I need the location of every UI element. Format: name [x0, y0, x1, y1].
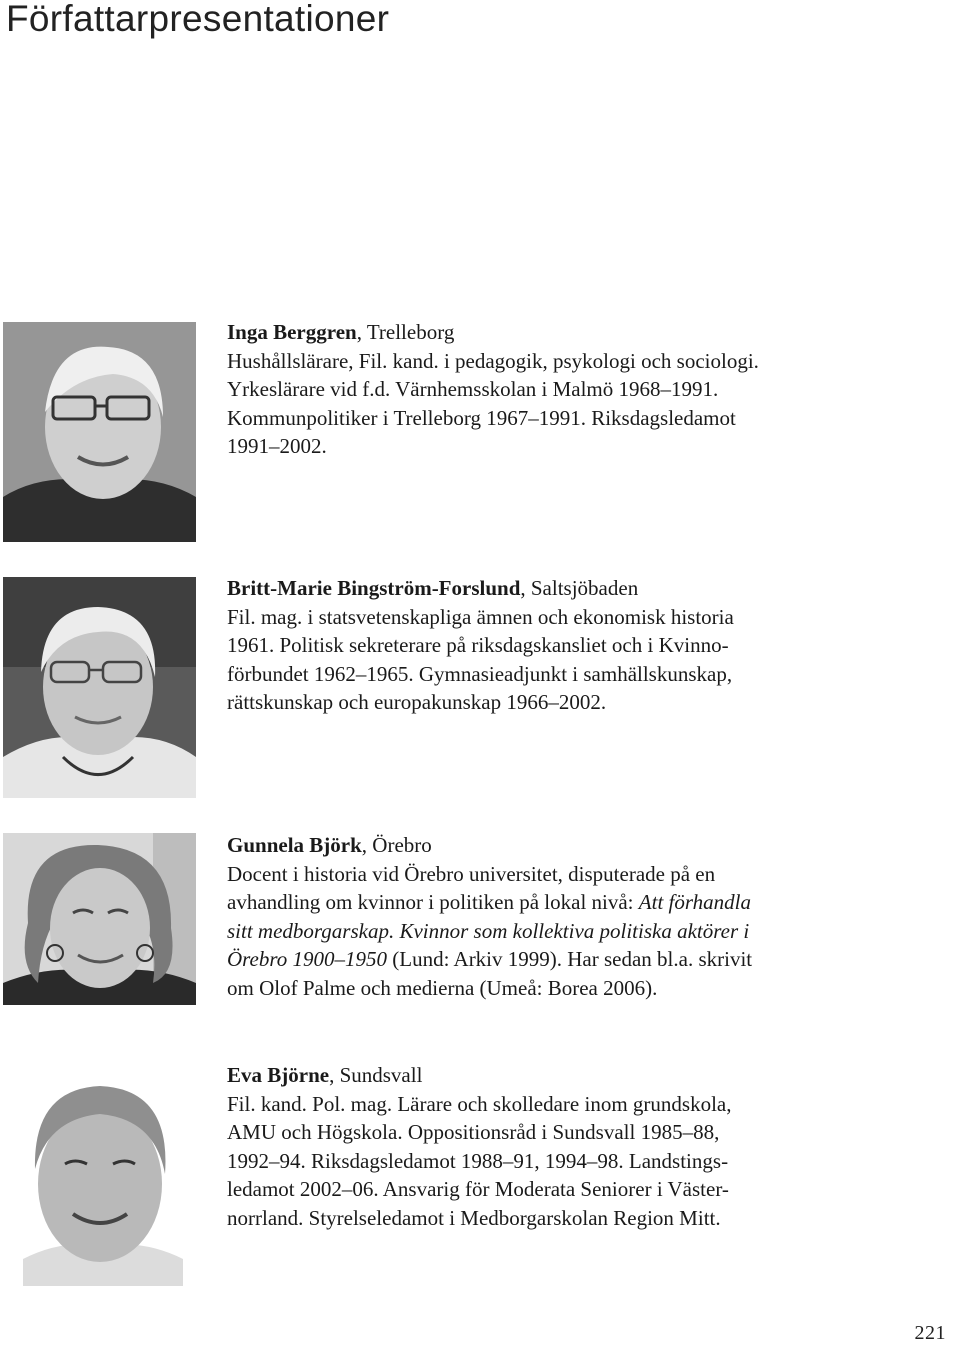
page-title: Författarpresentationer	[6, 0, 390, 39]
author-location: , Saltsjöbaden	[520, 576, 639, 600]
bio-line: 1961. Politisk sekreterare på riksdagskansliet och i Kvinno-	[227, 633, 729, 658]
author-bio	[227, 1061, 947, 1233]
bio-line: ledamot 2002–06. Ansvarig för Moderata Seniorer i Väster-	[227, 1177, 729, 1202]
bio-line: Fil. mag. i statsvetenskapliga ämnen och ekonomisk historia	[227, 604, 734, 629]
bio-line: Yrkeslärare vid f.d. Värnhemsskolan i Malmö 1968–1991.	[227, 377, 719, 402]
bio-line: Hushållslärare, Fil. kand. i pedagogik, psykologi och sociologi.	[227, 348, 759, 373]
author-heading	[227, 1061, 947, 1090]
bio-line	[227, 888, 947, 917]
author-bio	[227, 318, 947, 461]
bio-line: förbundet 1962–1965. Gymnasieadjunkt i samhällskunskap,	[227, 661, 733, 686]
bio-line: norrland. Styrelseledamot i Medborgarskolan Region Mitt.	[227, 1205, 721, 1230]
bio-text: avhandling om kvinnor i politiken på lokal nivå:	[227, 890, 639, 915]
author-heading	[227, 831, 947, 860]
author-location: , Sundsvall	[329, 1063, 423, 1087]
author-name: Eva Björne	[227, 1063, 330, 1087]
bio-line: 1991–2002.	[227, 434, 327, 459]
author-bio	[227, 831, 947, 1003]
portrait-photo-eva-bjorne	[3, 1064, 196, 1286]
book-title: sitt medborgarskap. Kvinnor som kollektiva politiska aktörer i	[227, 918, 750, 943]
portrait-photo-inga-berggren	[3, 322, 196, 542]
author-location: , Trelleborg	[356, 320, 455, 344]
author-bio	[227, 574, 947, 717]
bio-line: Docent i historia vid Örebro universitet, disputerade på en	[227, 861, 716, 886]
bio-line: Fil. kand. Pol. mag. Lärare och skolledare inom grundskola,	[227, 1091, 732, 1116]
page-number: 221	[914, 1322, 946, 1344]
author-location: , Örebro	[361, 833, 432, 857]
bio-line: om Olof Palme och medierna (Umeå: Borea 2006).	[227, 975, 658, 1000]
author-name: Gunnela Björk	[227, 833, 362, 857]
author-name: Britt-Marie Bingström-Forslund	[227, 576, 521, 600]
author-heading	[227, 574, 947, 603]
book-title: Örebro 1900–1950	[227, 947, 388, 972]
bio-line: Kommunpolitiker i Trelleborg 1967–1991. Riksdagsledamot	[227, 405, 736, 430]
bio-line: rättskunskap och europakunskap 1966–2002.	[227, 690, 607, 715]
bio-text: (Lund: Arkiv 1999). Har sedan bl.a. skrivit	[387, 947, 753, 972]
author-name: Inga Berggren	[227, 320, 357, 344]
bio-line	[227, 945, 947, 974]
portrait-photo-britt-marie-bingstrom-forslund	[3, 577, 196, 798]
bio-line: AMU och Högskola. Oppositionsråd i Sundsvall 1985–88,	[227, 1120, 720, 1145]
author-heading	[227, 318, 947, 347]
book-title: Att förhandla	[638, 890, 751, 915]
bio-line: 1992–94. Riksdagsledamot 1988–91, 1994–98. Landstings-	[227, 1148, 729, 1173]
portrait-photo-gunnela-bjork	[3, 833, 196, 1005]
bio-line	[227, 917, 947, 946]
